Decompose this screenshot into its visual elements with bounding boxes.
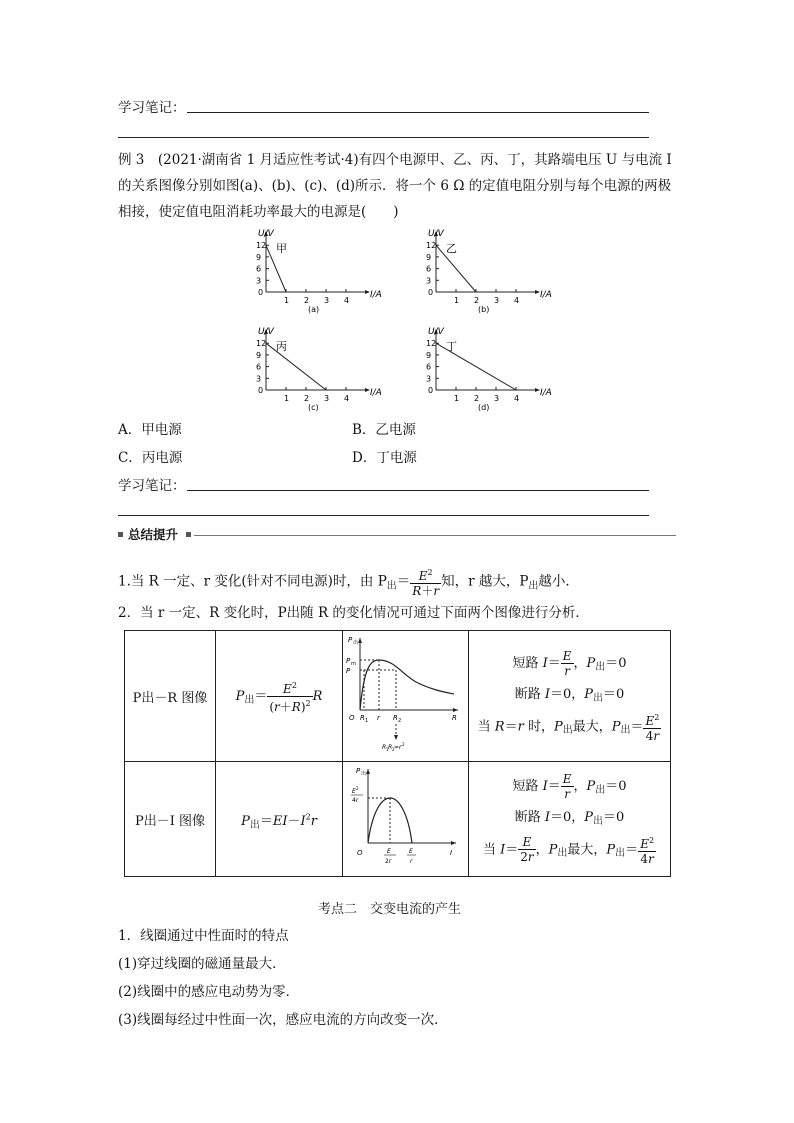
graph-caption-b: (b) (478, 305, 490, 314)
x-axis-label-a: I/A (370, 290, 382, 300)
svg-text:O: O (348, 714, 355, 722)
svg-text:R: R (359, 714, 365, 722)
summary-table (124, 630, 671, 877)
y-tick-label-b: 3 (426, 276, 432, 286)
summary-header (118, 528, 676, 544)
svg-text:P: P (355, 767, 360, 775)
ui-graphs (250, 226, 580, 426)
svg-text:R: R (392, 714, 398, 722)
row1-conditions: 短路 I＝ $\frac{E}{r}$ ，$P_出=0$ 断路 I＝0，$P_出=0$ 当 R＝r 时，$P_出$最大，$P_出=$ $\frac{E^2}{4r}$ (469, 631, 671, 762)
example-line-3: 相接，使定值电阻消耗功率最大的电源是( ) (118, 204, 399, 220)
notes-line-1 (187, 112, 649, 113)
source-label-a: 甲 (276, 242, 287, 255)
x-tick-label-b: 1 (454, 296, 460, 305)
x-tick-label-d: 2 (474, 394, 480, 403)
summary-rule (194, 535, 676, 536)
svg-text:r: r (376, 714, 380, 722)
origin-label-d: 0 (428, 386, 434, 395)
x-tick-label-c: 3 (324, 394, 330, 403)
svg-text:出: 出 (352, 640, 358, 646)
u-i-line-c (266, 343, 326, 390)
y-tick-label-d: 9 (426, 350, 432, 360)
svg-text:2: 2 (401, 742, 405, 747)
y-axis-label-b: U/V (428, 229, 444, 239)
source-label-b: 乙 (446, 242, 457, 255)
svg-text:=: = (393, 744, 399, 751)
y-tick-label-b: 6 (426, 264, 432, 274)
x-tick-label-b: 2 (474, 296, 480, 305)
bullet-icon (118, 532, 123, 537)
svg-text:R: R (381, 744, 386, 751)
x-tick-label-b: 3 (494, 296, 500, 305)
svg-text:4r: 4r (351, 797, 358, 804)
svg-text:R: R (451, 714, 457, 722)
option-b[interactable]: B．乙电源 (352, 422, 416, 438)
svg-text:R: R (387, 744, 392, 751)
section2-p3: (2)线圈中的感应电动势为零． (118, 984, 300, 1000)
y-tick-label-a: 3 (256, 276, 262, 286)
svg-text:m: m (350, 661, 356, 667)
row2-graph-cell (343, 762, 469, 877)
x-tick-label-b: 4 (514, 296, 520, 305)
section2-heading: 考点二 交变电流的产生 (318, 902, 462, 917)
y-tick-label-b: 12 (426, 241, 437, 251)
y-axis-label-a: U/V (258, 229, 274, 239)
y-axis-label-c: U/V (258, 327, 274, 337)
bullet-icon-2 (186, 532, 191, 537)
x-tick-label-a: 1 (284, 296, 290, 305)
y-tick-label-a: 6 (256, 264, 262, 274)
row1-formula: $P_出=$ $\frac{E^2}{(r+R)^2}$ R (216, 631, 343, 762)
option-c[interactable]: C．丙电源 (118, 450, 183, 466)
source-label-c: 丙 (276, 340, 287, 353)
notes-line-3 (187, 490, 649, 491)
svg-text:E: E (351, 788, 356, 795)
notes-line-4 (118, 515, 649, 516)
svg-text:P: P (345, 657, 350, 665)
y-tick-label-c: 12 (256, 339, 267, 349)
x-tick-label-a: 2 (304, 296, 310, 305)
svg-text:2r: 2r (384, 858, 391, 865)
p-i-graph (346, 763, 466, 871)
y-axis-label-d: U/V (428, 327, 444, 337)
x-tick-label-c: 4 (344, 394, 350, 403)
origin-label-a: 0 (258, 288, 264, 297)
graph-caption-d: (d) (478, 403, 490, 412)
svg-text:P: P (347, 636, 352, 644)
notes-label-top: 学习笔记： (118, 100, 186, 116)
summary-item-2: 2．当 r 一定、R 变化时，P出随 R 的变化情况可通过下面两个图像进行分析． (118, 605, 589, 621)
svg-text:P: P (345, 667, 350, 675)
y-tick-label-c: 6 (256, 362, 262, 372)
y-tick-label-a: 9 (256, 252, 262, 262)
x-tick-label-d: 1 (454, 394, 460, 403)
notes-label-bottom: 学习笔记： (118, 478, 186, 494)
svg-text:r: r (409, 858, 412, 865)
x-axis-label-d: I/A (540, 388, 552, 398)
row1-graph-cell (343, 631, 469, 762)
svg-text:r: r (398, 744, 401, 751)
y-tick-label-b: 9 (426, 252, 432, 262)
svg-text:I: I (449, 849, 452, 857)
svg-text:O: O (356, 849, 363, 857)
origin-label-c: 0 (258, 386, 264, 395)
svg-text:E: E (386, 848, 391, 855)
svg-text:2: 2 (397, 718, 401, 724)
svg-text:E: E (408, 848, 413, 855)
row2-conditions: 短路 I＝ $\frac{E}{r}$ ，$P_出=0$ 断路 I＝0，$P_出=0$ 当 I＝ $\frac{E}{2r}$ ，$P_出$最大，$P_出=$ $\frac{E^2}{4r}$ (469, 762, 671, 877)
section2-p1: 1．线圈通过中性面时的特点 (118, 928, 289, 944)
y-tick-label-c: 3 (256, 374, 262, 384)
svg-text:1: 1 (364, 718, 368, 724)
svg-text:出: 出 (360, 771, 366, 777)
y-tick-label-c: 9 (256, 350, 262, 360)
section2-p4: (3)线圈每经过中性面一次，感应电流的方向改变一次． (118, 1012, 448, 1028)
row2-formula: $P_出=EI-I^2r$ (216, 762, 343, 877)
section2-p2: (1)穿过线圈的磁通量最大． (118, 956, 286, 972)
example-line-1: 例 3 (2021·湖南省 1 月适应性考试·4)有四个电源甲、乙、丙、丁，其路端电压 U 与电流 I (118, 152, 672, 168)
summary-item-1: 1.当 R 一定、r 变化(针对不同电源)时，由 $P_出=$ $\frac{E^2}{R+r}$ 知，r 越大，$P_出$越小． (118, 568, 579, 598)
y-tick-label-d: 12 (426, 339, 437, 349)
origin-label-b: 0 (428, 288, 434, 297)
x-axis-label-c: I/A (370, 388, 382, 398)
svg-text:2: 2 (391, 747, 395, 752)
row2-label: P出－I 图像 (125, 762, 216, 877)
x-tick-label-c: 1 (284, 394, 290, 403)
option-d[interactable]: D．丁电源 (352, 450, 417, 466)
svg-text:2: 2 (355, 786, 359, 791)
y-tick-label-a: 12 (256, 241, 267, 251)
x-tick-label-a: 3 (324, 296, 330, 305)
x-axis-label-b: I/A (540, 290, 552, 300)
svg-text:1: 1 (385, 747, 389, 752)
y-tick-label-d: 3 (426, 374, 432, 384)
x-tick-label-a: 4 (344, 296, 350, 305)
row1-label: P出－R 图像 (125, 631, 216, 762)
p-r-graph (346, 632, 466, 756)
notes-line-2 (118, 137, 649, 138)
source-label-d: 丁 (446, 340, 457, 353)
summary-title: 总结提升 (128, 527, 179, 542)
x-tick-label-d: 3 (494, 394, 500, 403)
graph-caption-c: (c) (308, 403, 319, 412)
option-a[interactable]: A．甲电源 (118, 422, 182, 438)
example-line-2: 的关系图像分别如图(a)、(b)、(c)、(d)所示．将一个 6 Ω 的定值电阻分别与每个电源的两极 (118, 178, 672, 194)
y-tick-label-d: 6 (426, 362, 432, 372)
x-tick-label-c: 2 (304, 394, 310, 403)
x-tick-label-d: 4 (514, 394, 520, 403)
graph-caption-a: (a) (308, 305, 320, 314)
